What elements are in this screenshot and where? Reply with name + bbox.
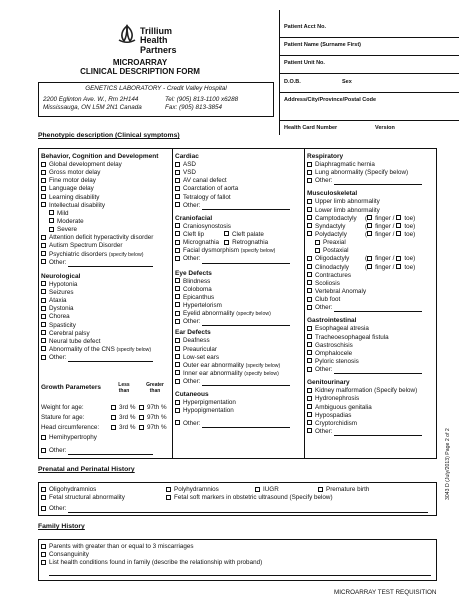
checkbox[interactable] — [41, 170, 46, 175]
genitourinary-title: Genitourinary — [307, 379, 350, 387]
checkbox[interactable] — [307, 288, 312, 293]
neuro-item[interactable]: Dystonia — [41, 305, 171, 313]
other-field[interactable] — [334, 178, 422, 185]
prenatal-oligo[interactable]: Oligohydramnios — [41, 486, 96, 494]
polydactyly-sub[interactable]: Preaxial — [307, 239, 437, 247]
cardiac-item[interactable]: ASD — [175, 161, 303, 169]
growth-weight-label: Weight for age: — [41, 404, 84, 411]
lab-tel: Tel: (905) 813-1100 x6288 — [165, 96, 239, 103]
checkbox[interactable] — [41, 560, 46, 565]
intellectual-sub-item[interactable]: Mild — [41, 210, 171, 218]
other-field[interactable] — [202, 421, 290, 428]
patient-unit-label: Patient Unit No. — [284, 60, 325, 66]
gi-other[interactable]: Other: — [307, 366, 437, 374]
behavior-title: Behavior, Cognition and Development — [41, 153, 159, 160]
logo — [116, 24, 206, 55]
checkbox[interactable] — [111, 415, 116, 420]
cutaneous-item[interactable]: Hypopigmentation — [175, 407, 303, 415]
checkbox[interactable] — [307, 199, 312, 204]
cranio-other[interactable]: Other: — [175, 255, 303, 263]
gi-item[interactable]: Esophageal atresia — [307, 325, 437, 333]
musc-item[interactable]: Club foot — [307, 296, 437, 304]
trillium-logo-icon — [116, 24, 138, 46]
musc-item[interactable]: Syndactyly ( finger / toe) — [307, 223, 437, 231]
checkbox[interactable] — [307, 420, 312, 425]
checkbox[interactable] — [307, 342, 312, 347]
checkbox[interactable] — [396, 215, 401, 220]
cutaneous-item[interactable]: Hyperpigmentation — [175, 399, 303, 407]
checkbox[interactable] — [111, 405, 116, 410]
checkbox[interactable] — [307, 256, 312, 261]
checkbox[interactable] — [175, 379, 180, 384]
lab-name: GENETICS LABORATORY - Credit Valley Hospital — [85, 85, 227, 92]
cardiac-item[interactable]: Tetralogy of fallot — [175, 194, 303, 202]
other-field[interactable] — [334, 305, 422, 312]
checkbox[interactable] — [41, 506, 46, 511]
other-field[interactable] — [68, 506, 428, 513]
prenatal-heading: Prenatal and Perinatal History — [38, 466, 135, 473]
checkbox[interactable] — [175, 420, 180, 425]
checkbox[interactable] — [175, 362, 180, 367]
checkbox[interactable] — [139, 415, 144, 420]
checkbox[interactable] — [111, 425, 116, 430]
gi-item[interactable]: Gastroschisis — [307, 342, 437, 350]
checkbox[interactable] — [307, 404, 312, 409]
eye-item[interactable]: Eyelid abnormality (specify below) — [175, 310, 303, 318]
checkbox[interactable] — [41, 435, 46, 440]
musc-other[interactable]: Other: — [307, 304, 437, 312]
checkbox[interactable] — [175, 370, 180, 375]
growth-head-p97[interactable]: 97th % — [139, 424, 167, 432]
checkbox[interactable] — [175, 248, 180, 253]
checkbox[interactable] — [41, 194, 46, 199]
behavior-item[interactable]: Psychiatric disorders (specify below) — [41, 251, 171, 259]
behavior-item[interactable]: Language delay — [41, 185, 171, 193]
checkbox[interactable] — [307, 272, 312, 277]
ear-item[interactable]: Outer ear abnormality (specify below) — [175, 362, 303, 370]
checkbox[interactable] — [367, 264, 372, 269]
version-label: Version — [375, 125, 395, 131]
behavior-other[interactable]: Other: — [41, 259, 171, 267]
phenotypic-heading: Phenotypic description (Clinical symptoms) — [38, 132, 180, 139]
eye-title: Eye Defects — [175, 269, 212, 277]
lab-addr1: 2200 Eglinton Ave. W., Rm 2H144 — [43, 96, 139, 103]
checkbox[interactable] — [49, 218, 54, 223]
checkbox[interactable] — [396, 223, 401, 228]
neuro-other[interactable]: Other: — [41, 354, 171, 362]
checkbox[interactable] — [49, 227, 54, 232]
intellectual-sub-item[interactable]: Moderate — [41, 218, 171, 226]
checkbox[interactable] — [307, 297, 312, 302]
gi-item[interactable]: Tracheoesophageal fistula — [307, 334, 437, 342]
checkbox[interactable] — [367, 215, 372, 220]
column-1 — [41, 149, 171, 362]
neuro-item[interactable]: Hypotonia — [41, 281, 171, 289]
other-field[interactable] — [202, 319, 290, 326]
growth-head-label: Head circumference: — [41, 424, 100, 431]
checkbox[interactable] — [175, 294, 180, 299]
musc-item[interactable]: Oligodactyly ( finger / toe) — [307, 255, 437, 263]
gastrointestinal-title: Gastrointestinal — [307, 317, 357, 325]
behavior-item[interactable]: Learning disability — [41, 194, 171, 202]
other-field[interactable] — [68, 448, 153, 455]
form-revision: 3043 D (July/2013) Page 2 of 2 — [445, 428, 451, 500]
checkbox[interactable] — [307, 334, 312, 339]
checkbox[interactable] — [41, 162, 46, 167]
musculoskeletal-title: Musculoskeletal — [307, 190, 358, 198]
cranio-item[interactable]: Micrognathia Retrognathia — [175, 239, 303, 247]
cardiac-title: Cardiac — [175, 153, 199, 160]
behavior-item[interactable]: Autism Spectrum Disorder — [41, 242, 171, 250]
checkbox[interactable] — [315, 240, 320, 245]
greater-than-label: Greater than — [146, 382, 164, 394]
footer-title: MICROARRAY TEST REQUISITION — [334, 589, 437, 596]
resp-item[interactable]: Lung abnormality (Specify below) — [307, 169, 437, 177]
growth-stature-p97[interactable]: 97th % — [139, 414, 167, 422]
checkbox[interactable] — [41, 544, 46, 549]
patient-name-label: Patient Name (Surname First) — [284, 42, 362, 48]
musc-item[interactable]: Contractures — [307, 272, 437, 280]
cardiac-other[interactable]: Other: — [175, 202, 303, 210]
polydactyly-sub[interactable]: Postaxial — [307, 247, 437, 255]
musc-item[interactable]: Clinodactyly ( finger / toe) — [307, 264, 437, 272]
neuro-item[interactable]: Abnormality of the CNS (specify below) — [41, 346, 171, 354]
gu-item[interactable]: Kidney malformation (Specify below) — [307, 387, 437, 395]
musc-item[interactable]: Upper limb abnormality — [307, 198, 437, 206]
lab-fax: Fax: (905) 813-3854 — [165, 104, 223, 111]
checkbox[interactable] — [41, 202, 46, 207]
less-than-label: Less than — [118, 382, 130, 394]
lab-addr2: Mississauga, ON L5M 2N1 Canada — [43, 104, 142, 111]
cranio-item[interactable]: Cleft lip Cleft palate — [175, 231, 303, 239]
health-card-label: Health Card Number — [284, 125, 338, 131]
checkbox[interactable] — [175, 338, 180, 343]
checkbox[interactable] — [175, 223, 180, 228]
neuro-item[interactable]: Chorea — [41, 313, 171, 321]
checkbox[interactable] — [307, 326, 312, 331]
checkbox[interactable] — [41, 306, 46, 311]
checkbox[interactable] — [307, 215, 312, 220]
checkbox[interactable] — [175, 178, 180, 183]
prenatal-poly[interactable]: Polyhydramnios — [166, 486, 219, 494]
checkbox[interactable] — [307, 162, 312, 167]
gu-item[interactable]: Cryptorchidism — [307, 420, 437, 428]
checkbox[interactable] — [307, 412, 312, 417]
family-item[interactable]: Parents with greater than or equal to 3 miscarriages — [41, 543, 194, 551]
checkbox[interactable] — [396, 231, 401, 236]
checkbox[interactable] — [307, 280, 312, 285]
checkbox[interactable] — [396, 256, 401, 261]
family-heading: Family History — [38, 523, 85, 530]
checkbox[interactable] — [41, 338, 46, 343]
family-write-line[interactable] — [49, 575, 431, 576]
patient-acct-label: Patient Acct No. — [284, 24, 326, 30]
checkbox[interactable] — [175, 170, 180, 175]
checkbox[interactable] — [175, 319, 180, 324]
column-3 — [307, 149, 437, 436]
address-label: Address/City/Province/Postal Code — [284, 97, 376, 103]
family-item[interactable]: Consanguinity — [41, 551, 89, 559]
checkbox[interactable] — [307, 367, 312, 372]
ear-item[interactable]: Deafness — [175, 337, 303, 345]
cranio-item[interactable]: Craniosynostosis — [175, 223, 303, 231]
checkbox[interactable] — [41, 178, 46, 183]
gi-item[interactable]: Pyloric stenosis — [307, 358, 437, 366]
logo-line2: Health Partners — [140, 35, 177, 55]
prenatal-premature[interactable]: Premature birth — [318, 486, 369, 494]
form-title-line1: MICROARRAY — [112, 58, 168, 67]
musc-item[interactable]: Polydactyly ( finger / toe) — [307, 231, 437, 239]
checkbox[interactable] — [396, 264, 401, 269]
gi-item[interactable]: Omphalocele — [307, 350, 437, 358]
checkbox[interactable] — [367, 223, 372, 228]
behavior-item[interactable]: Intellectual disability — [41, 202, 171, 210]
ear-item[interactable]: Low-set ears — [175, 354, 303, 362]
checkbox[interactable] — [175, 354, 180, 359]
prenatal-fetal-structural[interactable]: Fetal structural abnormality — [41, 494, 125, 502]
eye-item[interactable]: Blindness — [175, 278, 303, 286]
sex-label: Sex — [342, 79, 352, 85]
checkbox[interactable] — [307, 388, 312, 393]
cranio-title: Craniofacial — [175, 214, 213, 222]
checkbox[interactable] — [41, 281, 46, 286]
musc-item[interactable]: Lower limb abnormality — [307, 207, 437, 215]
other-field[interactable] — [68, 355, 153, 362]
checkbox[interactable] — [41, 487, 46, 492]
checkbox[interactable] — [166, 495, 171, 500]
checkbox[interactable] — [41, 289, 46, 294]
ear-title: Ear Defects — [175, 329, 211, 337]
checkbox[interactable] — [307, 264, 312, 269]
checkbox[interactable] — [41, 495, 46, 500]
ear-item[interactable]: Preauricular — [175, 346, 303, 354]
checkbox[interactable] — [41, 346, 46, 351]
growth-other[interactable]: Other: — [41, 447, 153, 455]
neuro-item[interactable]: Ataxia — [41, 297, 171, 305]
column-2 — [175, 149, 303, 428]
behavior-item[interactable]: Attention deficit hyperactivity disorder — [41, 234, 171, 242]
neuro-item[interactable]: Seizures — [41, 289, 171, 297]
cutaneous-other[interactable]: Other: — [175, 420, 303, 428]
other-field[interactable] — [68, 260, 153, 267]
checkbox[interactable] — [41, 235, 46, 240]
behavior-item[interactable]: Global development delay — [41, 161, 171, 169]
respiratory-title: Respiratory — [307, 153, 344, 160]
hemihypertrophy-item[interactable]: Hemihypertrophy — [41, 434, 97, 442]
checkbox[interactable] — [175, 186, 180, 191]
other-field[interactable] — [202, 203, 290, 210]
checkbox[interactable] — [175, 311, 180, 316]
other-field[interactable] — [334, 367, 422, 374]
gu-item[interactable]: Ambiguous genitalia — [307, 404, 437, 412]
neuro-item[interactable]: Cerebral palsy — [41, 330, 171, 338]
musc-item[interactable]: Camptodactyly ( finger / toe) — [307, 215, 437, 223]
checkbox[interactable] — [41, 298, 46, 303]
checkbox[interactable] — [367, 231, 372, 236]
gu-item[interactable]: Hypospadias — [307, 412, 437, 420]
checkbox[interactable] — [139, 405, 144, 410]
form-title-line2: CLINICAL DESCRIPTION FORM — [80, 67, 200, 76]
logo-line1: Trillium — [140, 26, 173, 36]
checkbox[interactable] — [307, 428, 312, 433]
neuro-item[interactable]: Neural tube defect — [41, 338, 171, 346]
eye-other[interactable]: Other: — [175, 318, 303, 326]
checkbox[interactable] — [41, 314, 46, 319]
checkbox[interactable] — [41, 186, 46, 191]
checkbox[interactable] — [307, 358, 312, 363]
checkbox[interactable] — [175, 231, 180, 236]
behavior-item[interactable]: Fine motor delay — [41, 177, 171, 185]
dob-label: D.O.B. — [284, 79, 301, 85]
gu-item[interactable]: Hydronephrosis — [307, 395, 437, 403]
checkbox[interactable] — [175, 278, 180, 283]
gu-other[interactable]: Other: — [307, 428, 437, 436]
checkbox[interactable] — [175, 286, 180, 291]
checkbox[interactable] — [41, 259, 46, 264]
growth-weight-p97[interactable]: 97th % — [139, 404, 167, 412]
checkbox[interactable] — [175, 400, 180, 405]
ear-item[interactable]: Inner ear abnormality (specify below) — [175, 370, 303, 378]
other-field[interactable] — [202, 257, 290, 264]
checkbox[interactable] — [307, 305, 312, 310]
checkbox[interactable] — [175, 302, 180, 307]
prenatal-other[interactable]: Other: — [41, 505, 428, 513]
intellectual-sub-item[interactable]: Severe — [41, 226, 171, 234]
checkbox[interactable] — [41, 322, 46, 327]
prenatal-fetal-soft[interactable]: Fetal soft markers in obstetric ultrasound (Specify below) — [166, 494, 333, 502]
musc-item[interactable]: Scoliosis — [307, 280, 437, 288]
checkbox[interactable] — [41, 552, 46, 557]
cutaneous-title: Cutaneous — [175, 391, 209, 399]
checkbox[interactable] — [307, 178, 312, 183]
behavior-item[interactable]: Gross motor delay — [41, 169, 171, 177]
checkbox[interactable] — [307, 223, 312, 228]
checkbox[interactable] — [224, 240, 229, 245]
other-field[interactable] — [334, 429, 422, 436]
growth-weight-p3[interactable]: 3rd % — [111, 404, 135, 412]
checkbox[interactable] — [41, 251, 46, 256]
cardiac-item[interactable]: AV canal defect — [175, 177, 303, 185]
cardiac-item[interactable]: VSD — [175, 169, 303, 177]
checkbox[interactable] — [307, 207, 312, 212]
musc-item[interactable]: Vertebral Anomaly — [307, 288, 437, 296]
cranio-item[interactable]: Facial dysmorphism (specify below) — [175, 247, 303, 255]
checkbox[interactable] — [175, 408, 180, 413]
cardiac-item[interactable]: Coarctation of aorta — [175, 185, 303, 193]
checkbox[interactable] — [49, 210, 54, 215]
checkbox[interactable] — [307, 170, 312, 175]
checkbox[interactable] — [175, 256, 180, 261]
growth-title: Growth Parameters — [41, 384, 101, 391]
other-field[interactable] — [202, 379, 290, 386]
checkbox[interactable] — [41, 448, 46, 453]
eye-item[interactable]: Hypertelorism — [175, 302, 303, 310]
checkbox[interactable] — [41, 330, 46, 335]
checkbox[interactable] — [307, 350, 312, 355]
checkbox[interactable] — [307, 396, 312, 401]
checkbox[interactable] — [175, 162, 180, 167]
checkbox[interactable] — [224, 231, 229, 236]
checkbox[interactable] — [318, 487, 323, 492]
checkbox[interactable] — [315, 248, 320, 253]
neuro-title: Neurological — [41, 272, 81, 280]
checkbox[interactable] — [175, 240, 180, 245]
checkbox[interactable] — [41, 243, 46, 248]
resp-other[interactable]: Other: — [307, 177, 437, 185]
checkbox[interactable] — [175, 194, 180, 199]
growth-head-p3[interactable]: 3rd % — [111, 424, 135, 432]
checkbox[interactable] — [166, 487, 171, 492]
growth-stature-p3[interactable]: 3rd % — [111, 414, 135, 422]
checkbox[interactable] — [175, 346, 180, 351]
checkbox[interactable] — [367, 256, 372, 261]
checkbox[interactable] — [41, 355, 46, 360]
eye-item[interactable]: Coloboma — [175, 286, 303, 294]
prenatal-iugr[interactable]: IUGR — [255, 486, 279, 494]
checkbox[interactable] — [255, 487, 260, 492]
checkbox[interactable] — [307, 231, 312, 236]
checkbox[interactable] — [175, 202, 180, 207]
growth-stature-label: Stature for age: — [41, 414, 85, 421]
resp-item[interactable]: Diaphragmatic hernia — [307, 161, 437, 169]
neuro-item[interactable]: Spasticity — [41, 322, 171, 330]
ear-other[interactable]: Other: — [175, 378, 303, 386]
eye-item[interactable]: Epicanthus — [175, 294, 303, 302]
checkbox[interactable] — [139, 425, 144, 430]
family-item[interactable]: List health conditions found in family (describe the relationship with proband) — [41, 559, 262, 567]
